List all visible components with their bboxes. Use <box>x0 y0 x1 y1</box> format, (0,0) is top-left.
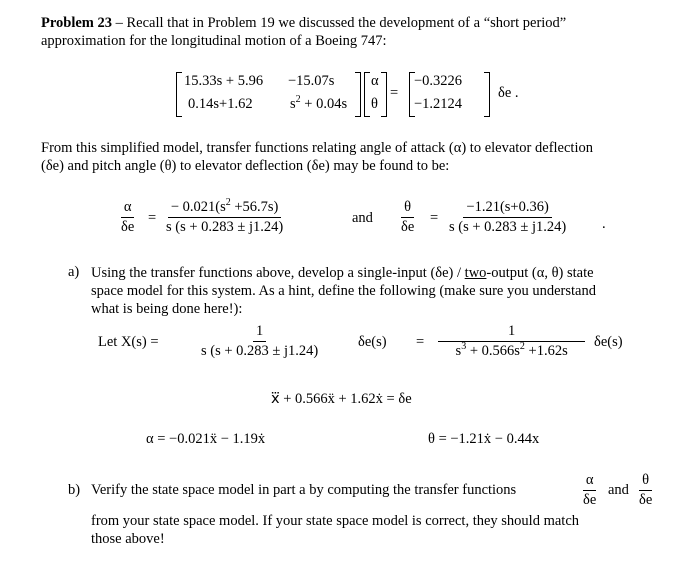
verify-alpha-fraction: $\frac{\alpha}{\delta e}$ <box>583 472 597 508</box>
matrix-a22: $s^2 + 0.04s$ <box>290 94 348 112</box>
vector-x-left-bracket <box>364 72 370 117</box>
problem-intro <box>41 14 666 50</box>
vector-b-right-bracket <box>484 72 490 117</box>
matrix-a11: 15.33s + 5.96 <box>184 73 264 89</box>
matrix-equals: = <box>390 85 399 101</box>
matrix-a-right-bracket <box>355 72 361 117</box>
let-x-label: Let X(s) = <box>98 334 159 350</box>
part-b-line1: Verify the state space model in part a by computing the transfer functions <box>91 482 517 498</box>
problem-label: Problem 23 <box>41 15 113 31</box>
x-equals-2: = <box>416 334 425 350</box>
x-de-1: δe(s) <box>358 334 387 350</box>
intro-line2: approximation for the longitudinal motion of a Boeing 747: <box>41 33 387 49</box>
part-a-text: Using the transfer functions above, develop a single-input (δe) / two-output (α, θ) state space model for this system. As a hint, define the following (make sure you understand what is being done here!): <box>91 265 596 317</box>
tf-intro-line1: From this simplified model, transfer functions relating angle of attack (α) to elevator deflection <box>41 140 593 156</box>
tf-alpha-equals: = <box>148 210 157 226</box>
tf-theta-equals: = <box>430 210 439 226</box>
intro-line1: – Recall that in Problem 19 we discussed the development of a “short period” <box>115 15 567 31</box>
x-fraction-2: $\frac{1}{s^3 + 0.566s^2 +1.62s}$ <box>438 323 585 360</box>
part-b-label: b) <box>68 482 81 498</box>
verify-theta-fraction: $\frac{\theta}{\delta e}$ <box>639 472 653 508</box>
theta-output-eq: θ = −1.21ẋ − 0.44x <box>428 431 540 447</box>
part-b-text: from your state space model. If your state space model is correct, they should match those above! <box>91 513 580 547</box>
tf-alpha-rhs: $\frac{- 0.021(s^2 +56.7s)}{s (s + 0.283 \pm j1.24)}$ <box>166 197 284 235</box>
x-fraction-1: $\frac{1}{s (s + 0.283 \pm j1.24)}$ <box>201 323 319 359</box>
ode-equation: x⃛ + 0.566ẍ + 1.62ẋ = δe <box>271 391 412 407</box>
part-a-label: a) <box>68 264 80 280</box>
matrix-input-de: δe . <box>498 85 519 101</box>
tf-alpha-lhs: $\frac{\alpha}{\delta e}$ <box>121 199 135 235</box>
tf-intro <box>41 139 666 175</box>
part-b-and: and <box>608 482 629 498</box>
vector-alpha: α <box>371 73 379 89</box>
alpha-output-eq: α = −0.021ẍ − 1.19ẋ <box>146 431 266 447</box>
matrix-a-left-bracket <box>176 72 182 117</box>
tf-theta-rhs: $\frac{-1.21(s+0.36)}{s (s + 0.283 \pm j1.24)}$ <box>449 199 567 235</box>
vector-x-right-bracket <box>381 72 387 117</box>
tf-intro-line2: (δe) and pitch angle (θ) to elevator deflection (δe) may be found to be: <box>41 158 450 174</box>
vector-b2: −1.2124 <box>414 96 463 112</box>
matrix-a21: 0.14s+1.62 <box>188 96 253 112</box>
vector-b1: −0.3226 <box>414 73 463 89</box>
x-de-2: δe(s) <box>594 334 623 350</box>
tf-theta-end: . <box>602 216 606 232</box>
tf-theta-lhs: $\frac{\theta}{\delta e}$ <box>401 199 415 235</box>
tf-and: and <box>352 210 373 226</box>
vector-theta: θ <box>371 96 378 112</box>
matrix-a12: −15.07s <box>288 73 335 89</box>
